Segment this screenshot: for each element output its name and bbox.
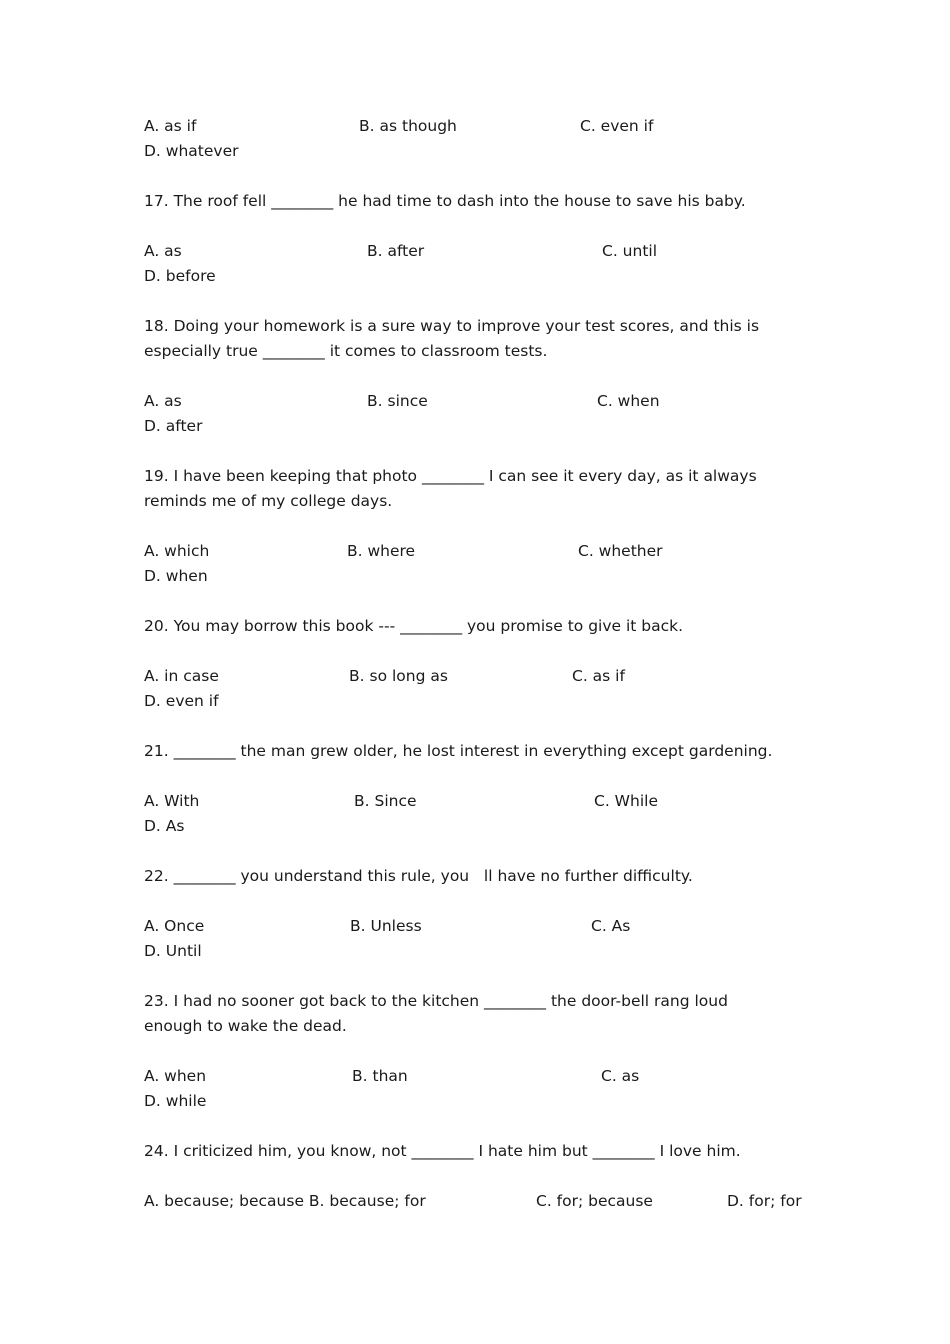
option-d: D. after	[144, 417, 203, 435]
option-a: A. which	[144, 542, 210, 560]
option-row	[144, 414, 824, 439]
option-row	[144, 539, 824, 564]
option-d: D. Until	[144, 942, 202, 960]
question-line: 23. I had no sooner got back to the kitchen ________ the door-bell rang loud	[144, 992, 728, 1010]
option-b: B. as though	[359, 117, 457, 135]
option-b: B. where	[347, 542, 416, 560]
spacer	[144, 839, 824, 864]
option-b: B. Since	[354, 792, 417, 810]
question-line: 19. I have been keeping that photo ________ I can see it every day, as it always	[144, 467, 757, 485]
spacer	[144, 164, 824, 189]
option-c: C. as	[601, 1067, 640, 1085]
option-row	[144, 814, 824, 839]
question-line: 17. The roof fell ________ he had time to dash into the house to save his baby.	[144, 192, 746, 210]
spacer	[144, 639, 824, 664]
option-row	[144, 664, 824, 689]
spacer	[144, 714, 824, 739]
option-d: D. even if	[144, 692, 219, 710]
question-line: 21. ________ the man grew older, he lost interest in everything except gardening.	[144, 742, 773, 760]
option-c: C. as if	[572, 667, 625, 685]
option-c: C. even if	[580, 117, 654, 135]
option-row	[144, 139, 824, 164]
spacer	[144, 1039, 824, 1064]
option-row	[144, 564, 824, 589]
spacer	[144, 514, 824, 539]
option-a: A. when	[144, 1067, 207, 1085]
option-b: B. Unless	[350, 917, 422, 935]
spacer	[144, 364, 824, 389]
question-line: 22. ________ you understand this rule, you ll have no further difficulty.	[144, 867, 693, 885]
option-b: B. since	[367, 392, 428, 410]
option-row	[144, 689, 824, 714]
option-c: C. As	[591, 917, 631, 935]
option-c: C. when	[597, 392, 660, 410]
worksheet-page	[144, 114, 824, 1214]
spacer	[144, 889, 824, 914]
option-a: A. as	[144, 242, 182, 260]
spacer	[144, 289, 824, 314]
option-row	[144, 789, 824, 814]
question-line: 20. You may borrow this book --- ________ you promise to give it back.	[144, 617, 684, 635]
spacer	[144, 589, 824, 614]
question-line: enough to wake the dead.	[144, 1017, 347, 1035]
option-d: D. whatever	[144, 142, 239, 160]
option-c: C. for; because	[536, 1192, 653, 1210]
spacer	[144, 439, 824, 464]
option-a: A. Once	[144, 917, 205, 935]
option-d: D. before	[144, 267, 216, 285]
option-d: D. when	[144, 567, 208, 585]
option-row	[144, 264, 824, 289]
option-d: D. while	[144, 1092, 207, 1110]
option-a: A. as	[144, 392, 182, 410]
option-c: C. whether	[578, 542, 663, 560]
option-b: B. after	[367, 242, 425, 260]
option-a: A. because; because B. because; for	[144, 1192, 426, 1210]
spacer	[144, 214, 824, 239]
option-row	[144, 1064, 824, 1089]
question-line: especially true ________ it comes to classroom tests.	[144, 342, 548, 360]
option-row	[144, 389, 824, 414]
option-row	[144, 939, 824, 964]
option-row	[144, 914, 824, 939]
option-row	[144, 239, 824, 264]
option-row	[144, 114, 824, 139]
option-d: D. for; for	[727, 1192, 802, 1210]
option-row	[144, 1089, 824, 1114]
option-a: A. With	[144, 792, 200, 810]
option-b: B. so long as	[349, 667, 448, 685]
option-b: B. than	[352, 1067, 408, 1085]
question-line: reminds me of my college days.	[144, 492, 393, 510]
spacer	[144, 1114, 824, 1139]
option-a: A. in case	[144, 667, 219, 685]
question-line: 24. I criticized him, you know, not ________ I hate him but ________ I love him.	[144, 1142, 741, 1160]
option-d: D. As	[144, 817, 185, 835]
option-c: C. until	[602, 242, 658, 260]
spacer	[144, 1164, 824, 1189]
spacer	[144, 964, 824, 989]
question-line: 18. Doing your homework is a sure way to improve your test scores, and this is	[144, 317, 760, 335]
option-row	[144, 1189, 824, 1214]
option-a: A. as if	[144, 117, 197, 135]
spacer	[144, 764, 824, 789]
option-c: C. While	[594, 792, 658, 810]
